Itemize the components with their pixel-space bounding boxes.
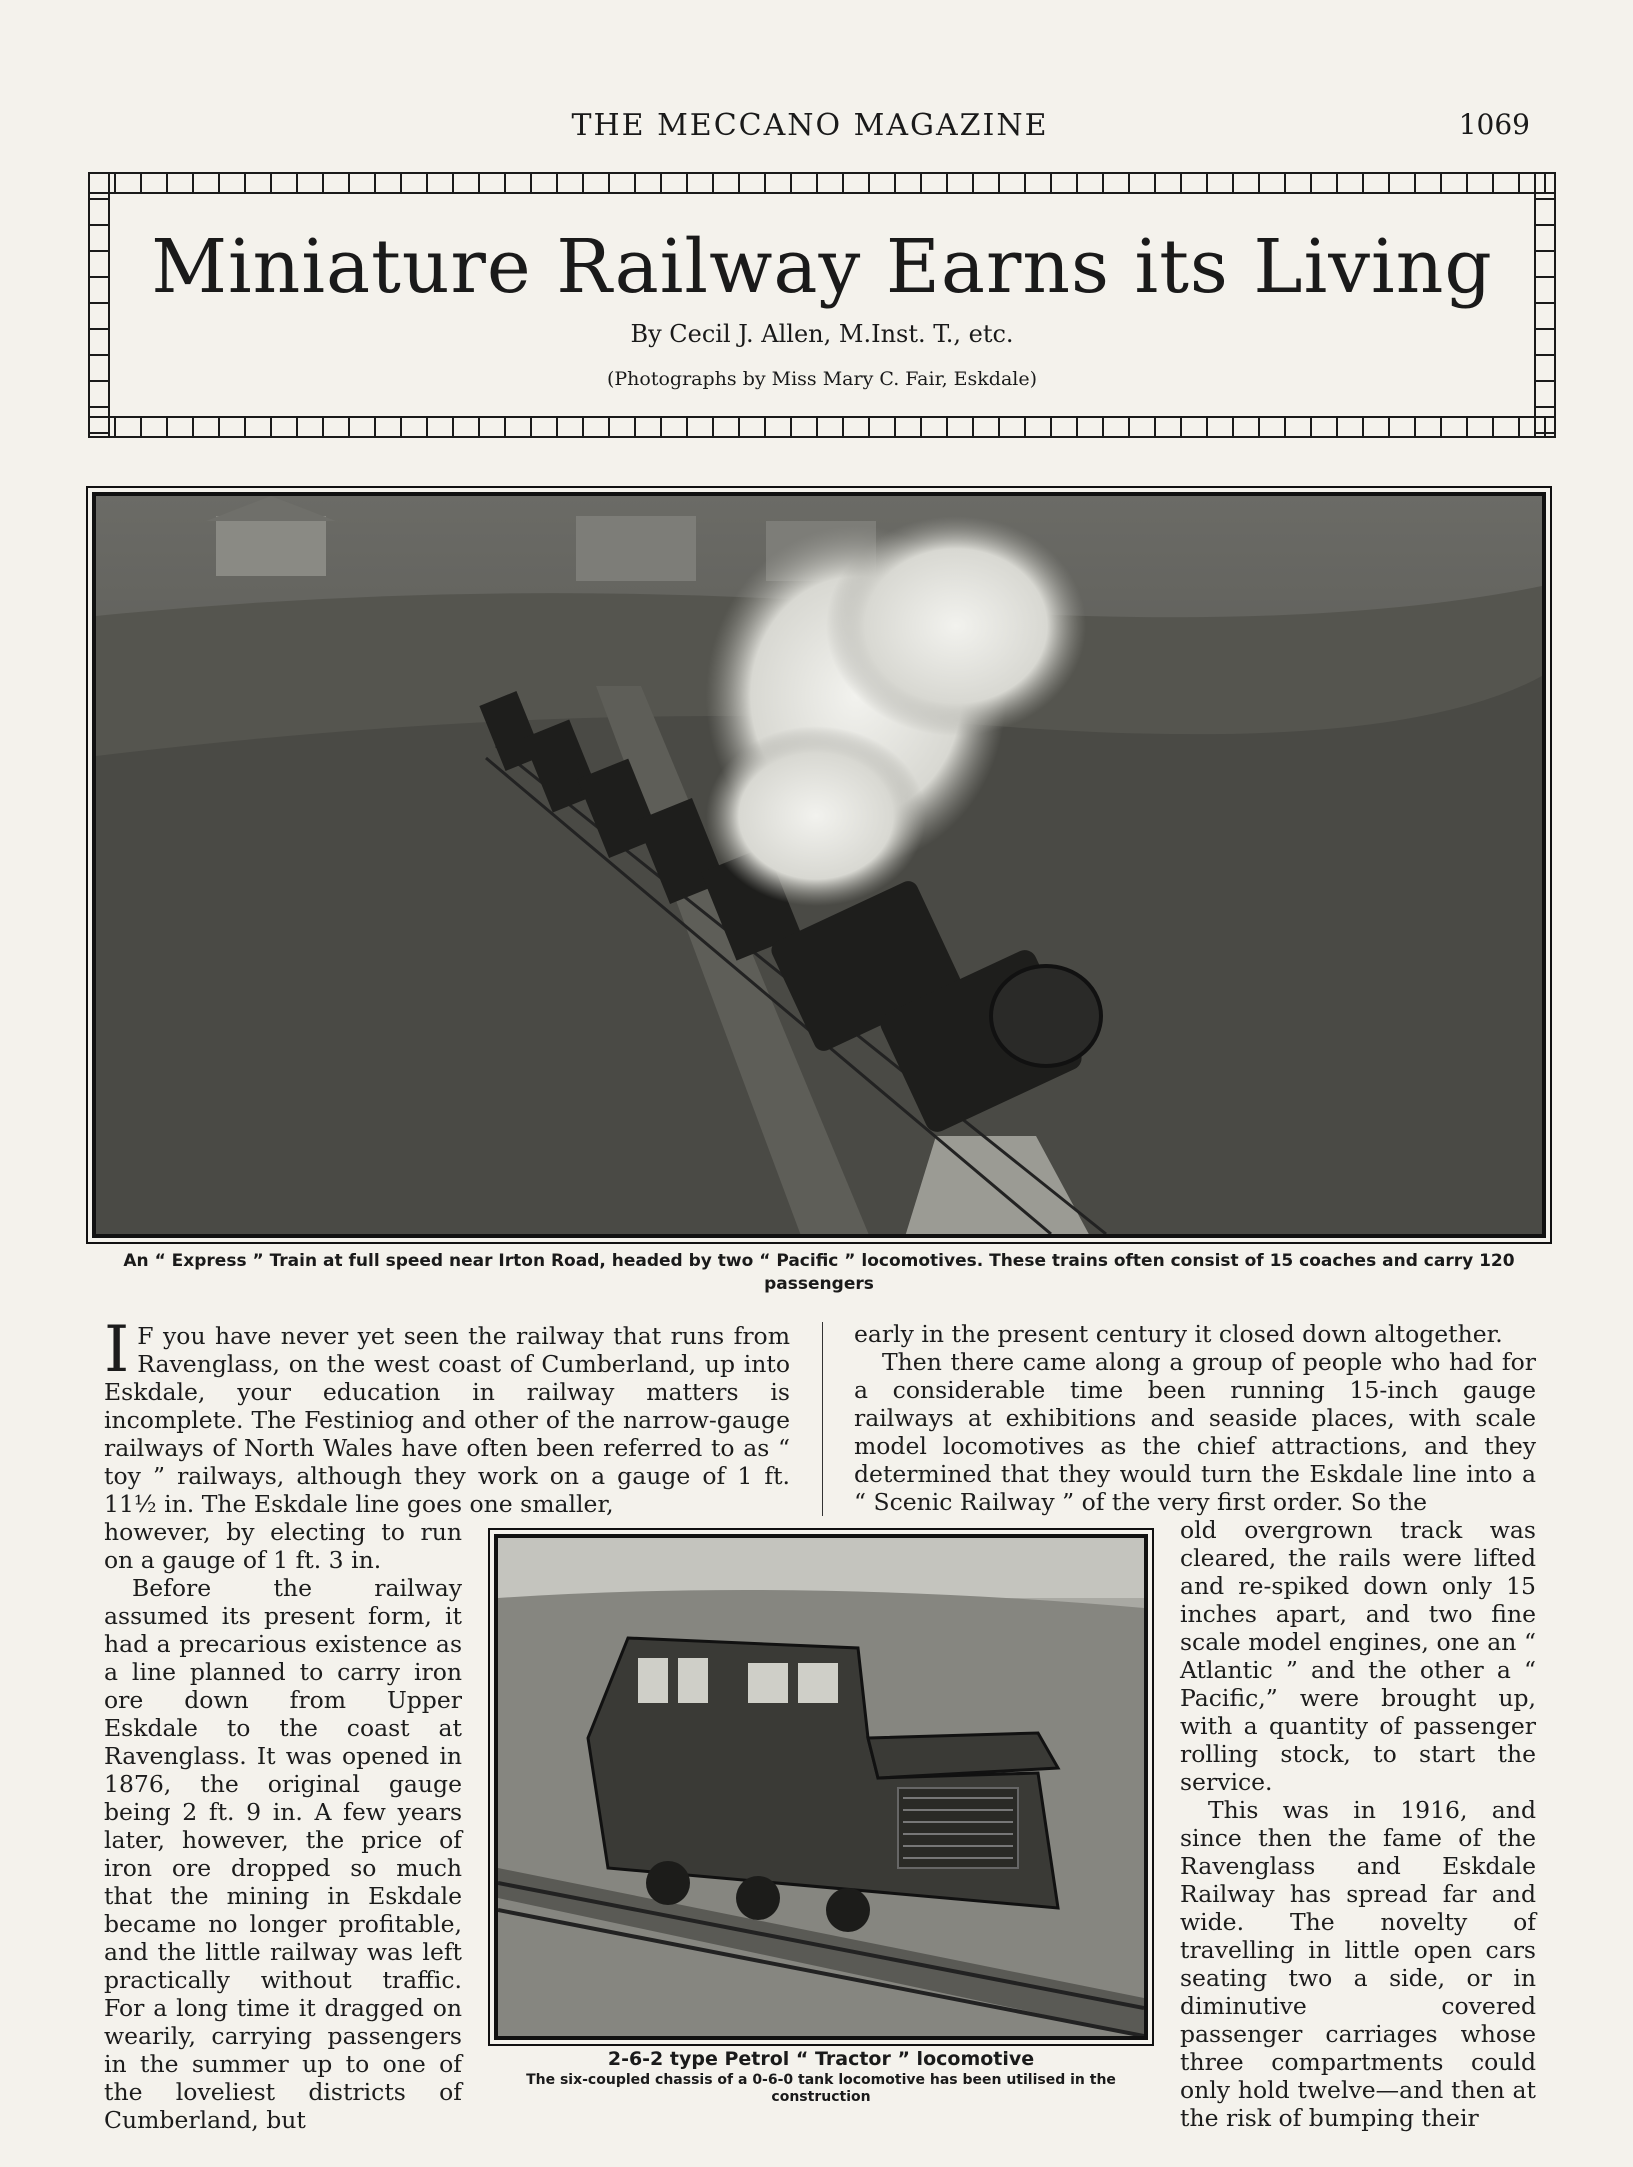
article-title: Miniature Railway Earns its Living bbox=[151, 224, 1493, 310]
article-byline: By Cecil J. Allen, M.Inst. T., etc. bbox=[630, 320, 1014, 348]
article-paragraph: Then there came along a group of people who had for a considerable time been running 15-inch gauge railways at exhibitions and seaside places, with scale model locomotives as the chief attractions, and they determined that they would turn the Eskdale line into a “ Scenic Railway ” of the very first order. So the bbox=[854, 1348, 1536, 1516]
article-text: F you have never yet seen the railway that runs from Ravenglass, on the west coast of Cumberland, up into Eskdale, your education in railway matters is incomplete. The Festiniog and other of the narrow-gauge railways of North Wales have often been referred to as “ toy ” railways, although they work on a gauge of 1 ft. 11½ in. The Eskdale line goes one smaller, bbox=[104, 1322, 790, 1518]
decorative-border-top bbox=[88, 172, 1556, 194]
drop-cap: I bbox=[104, 1313, 130, 1387]
tractor-photograph bbox=[494, 1534, 1148, 2040]
article-paragraph: This was in 1916, and since then the fame of the Ravenglass and Eskdale Railway has spread far and wide. The novelty of travelling in little open cars seating two a side, or in diminutive covered passenger carriages whose three compartments could only hold twelve—and then at the risk of bumping their bbox=[1180, 1796, 1536, 2132]
article-column-2-lower bbox=[1180, 1516, 1536, 2132]
decorative-border-bottom bbox=[88, 416, 1556, 438]
title-frame bbox=[88, 172, 1556, 438]
column-divider bbox=[822, 1322, 823, 1516]
magazine-title: THE MECCANO MAGAZINE bbox=[571, 108, 1049, 143]
page-header bbox=[90, 108, 1530, 158]
article-paragraph: old overgrown track was cleared, the rails were lifted and re-spiked down only 15 inches apart, and two fine scale model engines, one an “ Atlantic ” and the other a “ Pacific,” were brought up, with a quantity of passenger rolling stock, to start the service. bbox=[1180, 1516, 1536, 1796]
article-paragraph: early in the present century it closed down altogether. bbox=[854, 1320, 1503, 1348]
tractor-caption-text: The six-coupled chassis of a 0-6-0 tank locomotive has been utilised in the construction bbox=[526, 2072, 1116, 2105]
article-paragraph: however, by electing to run on a gauge of 1 ft. 3 in. bbox=[104, 1518, 462, 1574]
express-train-photo bbox=[96, 496, 1542, 1234]
photo-credit: (Photographs by Miss Mary C. Fair, Eskdale) bbox=[606, 368, 1038, 390]
main-photo-caption: An “ Express ” Train at full speed near Irton Road, headed by two “ Pacific ” locomotives. These trains often consist of 15 coaches and carry 120 passengers bbox=[123, 1251, 1515, 1294]
tractor-caption-title: 2-6-2 type Petrol “ Tractor ” locomotive bbox=[607, 2048, 1035, 2070]
article-column-1-top bbox=[104, 1313, 790, 1518]
main-photograph bbox=[92, 492, 1546, 1238]
petrol-tractor-photo bbox=[498, 1538, 1144, 2036]
article-paragraph bbox=[104, 1313, 790, 1518]
article-column-2-top bbox=[854, 1320, 1536, 1516]
article-paragraph: Before the railway assumed its present form, it had a precarious existence as a line planned to carry iron ore down from Upper Eskdale to the coast at Ravenglass. It was opened in 1876, the original gauge being 2 ft. 9 in. A few years later, however, the price of iron ore dropped so much that the mining in Eskdale became no longer profitable, and the little railway was left practically without traffic. For a long time it dragged on wearily, carrying passengers in the summer up to one of the loveliest districts of Cumberland, but bbox=[104, 1574, 462, 2134]
page-number: 1069 bbox=[1458, 108, 1530, 141]
article-column-1-lower bbox=[104, 1518, 462, 2134]
